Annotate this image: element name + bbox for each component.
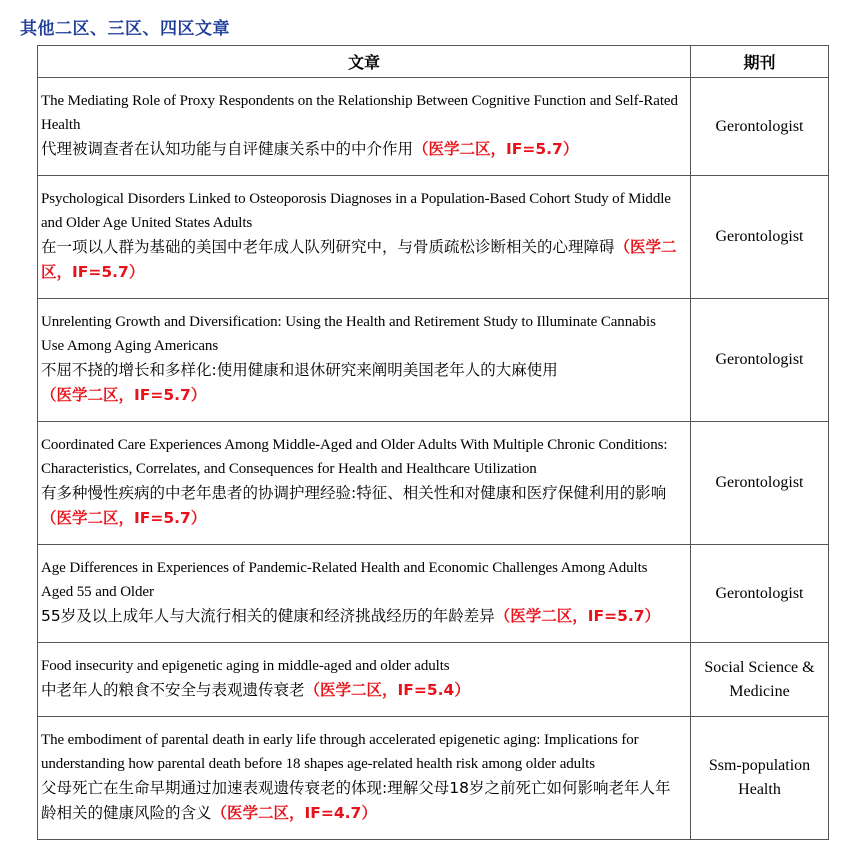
ranking-tag: （医学二区，IF=4.7）	[211, 804, 377, 822]
article-title-cn: 55岁及以上成年人与大流行相关的健康和经济挑战经历的年龄差异	[41, 607, 495, 625]
journal-cell: Ssm-population Health	[691, 717, 829, 840]
article-cell	[38, 717, 691, 840]
journal-cell: Gerontologist	[691, 78, 829, 176]
table-row	[38, 545, 829, 643]
article-column-header: 文章	[38, 46, 691, 78]
journal-cell: Gerontologist	[691, 176, 829, 299]
article-title-en: The embodiment of parental death in early life through accelerated epigenetic aging: Implications for understanding how parental death before 18 shapes age-related health risk among older adults	[41, 732, 639, 772]
ranking-tag: （医学二区，IF=5.7）	[41, 509, 207, 527]
article-cell	[38, 422, 691, 545]
ranking-tag: （医学二区，IF=5.7）	[41, 238, 677, 281]
table-row	[38, 299, 829, 422]
journal-column-header: 期刊	[691, 46, 829, 78]
journal-cell: Gerontologist	[691, 545, 829, 643]
article-title-en: The Mediating Role of Proxy Respondents on the Relationship Between Cognitive Function and Self-Rated Health	[41, 93, 678, 133]
article-title-en: Unrelenting Growth and Diversification: Using the Health and Retirement Study to Illuminate Cannabis Use Among Aging Americans	[41, 314, 656, 354]
journal-cell: Gerontologist	[691, 422, 829, 545]
ranking-tag: （医学二区，IF=5.7）	[41, 386, 207, 404]
article-title-cn: 不屈不挠的增长和多样化:使用健康和退休研究来阐明美国老年人的大麻使用	[41, 361, 558, 379]
table-row	[38, 717, 829, 840]
article-title-cn: 有多种慢性疾病的中老年患者的协调护理经验:特征、相关性和对健康和医疗保健利用的影响	[41, 484, 667, 502]
articles-table	[37, 45, 829, 840]
article-title-cn: 父母死亡在生命早期通过加速表观遗传衰老的体现:理解父母18岁之前死亡如何影响老年人年龄相关的健康风险的含义	[41, 779, 671, 822]
article-cell	[38, 545, 691, 643]
table-header-row	[38, 46, 829, 78]
ranking-tag: （医学二区，IF=5.7）	[494, 607, 661, 625]
article-title-cn: 在一项以人群为基础的美国中老年成人队列研究中，与骨质疏松诊断相关的心理障碍	[41, 238, 615, 256]
table-row	[38, 643, 829, 717]
ranking-tag: （医学二区，IF=5.7）	[413, 140, 579, 158]
table-row	[38, 422, 829, 545]
article-title-cn: 代理被调查者在认知功能与自评健康关系中的中介作用	[41, 140, 414, 158]
ranking-tag: （医学二区，IF=5.4）	[304, 681, 470, 699]
article-title-cn: 中老年人的粮食不安全与表观遗传衰老	[41, 681, 305, 699]
journal-cell: Social Science & Medicine	[691, 643, 829, 717]
article-cell	[38, 643, 691, 717]
article-title-en: Food insecurity and epigenetic aging in middle-aged and older adults	[41, 658, 450, 674]
article-title-en: Psychological Disorders Linked to Osteoporosis Diagnoses in a Population-Based Cohort Study of Middle and Older Age United States Adults	[41, 191, 671, 231]
article-cell	[38, 299, 691, 422]
article-title-en: Coordinated Care Experiences Among Middle-Aged and Older Adults With Multiple Chronic Conditions: Characteristics, Correlates, and Consequences for Health and Healthcare Utilization	[41, 437, 668, 477]
article-cell	[38, 78, 691, 176]
table-row	[38, 176, 829, 299]
table-row	[38, 78, 829, 176]
journal-cell: Gerontologist	[691, 299, 829, 422]
article-title-en: Age Differences in Experiences of Pandemic-Related Health and Economic Challenges Among Adults Aged 55 and Older	[41, 560, 648, 600]
section-title: 其他二区、三区、四区文章	[20, 19, 230, 39]
article-cell	[38, 176, 691, 299]
